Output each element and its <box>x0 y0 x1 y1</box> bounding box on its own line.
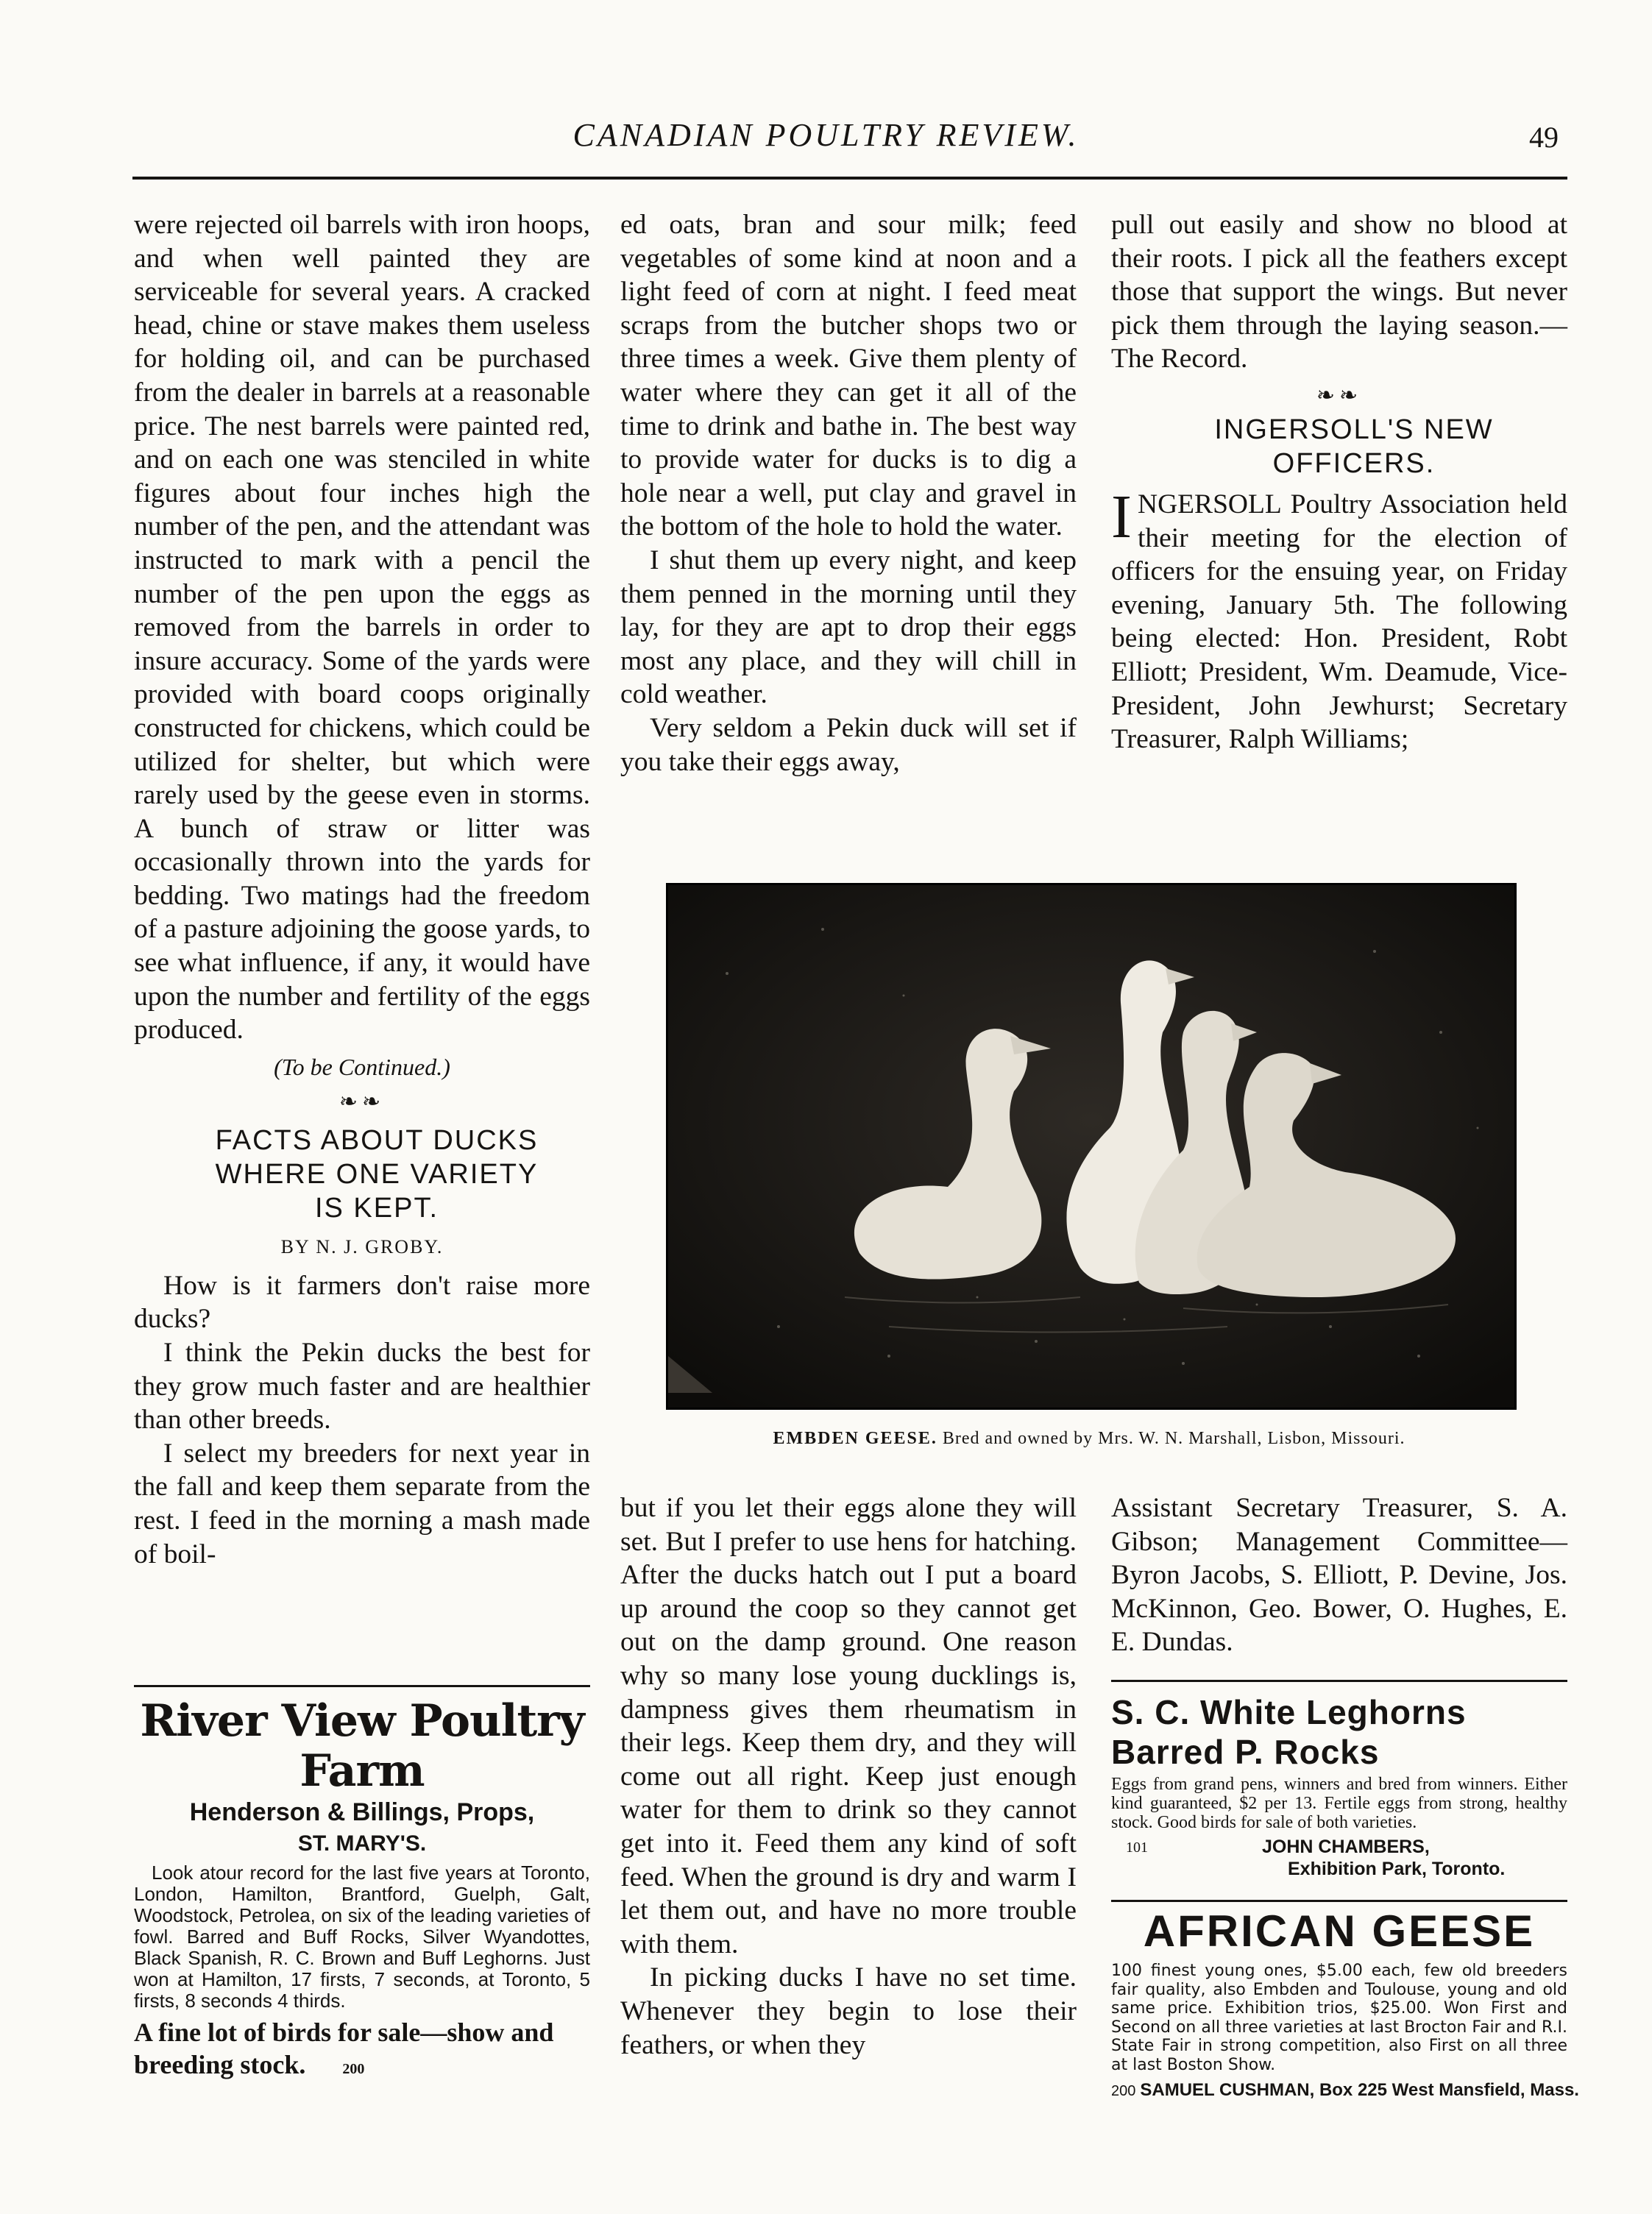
to-be-continued: (To be Continued.) <box>274 1053 450 1080</box>
column-1 <box>134 208 590 1571</box>
ad-sale-line: A fine lot of birds for sale—show and breeding stock. 200 <box>134 2018 554 2079</box>
ad-river-view-poultry-farm <box>134 1696 590 2085</box>
ad-code: 200 <box>1111 2083 1136 2099</box>
header-rule <box>132 177 1567 180</box>
paragraph: In picking ducks I have no set time. Whenever they begin to lose their feathers, or when they <box>620 1962 1077 2060</box>
article-heading: FACTS ABOUT DUCKS WHERE ONE VARIETY IS KEPT. <box>215 1124 539 1224</box>
ad-code: 200 <box>342 2061 365 2077</box>
ad-african-geese <box>1111 1906 1579 2101</box>
article-heading: INGERSOLL'S NEW OFFICERS. <box>1214 414 1494 479</box>
journal-title: CANADIAN POULTRY REVIEW. <box>572 117 1080 153</box>
ad-body: Look atour record for the last five years at Toronto, London, Hamilton, Brantford, Guelph, Galt, Woodstock, Petrolea, on six of the leading varieties of fowl. Barred and Buff Rocks, Silver Wyandottes, Black Spanish, R. C. Brown and Buff Leghorns. Just won at Hamilton, 17 firsts, 7 seconds, at Toronto, 5 firsts, 8 seconds 4 thirds. <box>134 1862 590 2012</box>
paragraph: Assistant Secretary Treasurer, S. A. Gibson; Management Committee—Byron Jacobs, S. Elliott, P. Devine, Jos. McKinnon, Geo. Bower, O. Hughes, E. E. Dundas. <box>1111 1493 1567 1658</box>
ad-body: 100 finest young ones, $5.00 each, few old breeders fair quality, also Embden and Toulouse, young and old same price. Exhibition trios, $25.00. Won First and Second on all three varieties at last Brocton Fair and R.I. State Fair in strong competition, also First on all three at last Boston Show. <box>1111 1962 1567 2074</box>
ad-seller: JOHN CHAMBERS, <box>1262 1837 1430 1857</box>
ad-signature <box>1111 1837 1567 1884</box>
ad-body: Eggs from grand pens, winners and bred from winners. Either kind guaranteed, $2 per 13. Fertile eggs from strong, healthy stock. Good birds for sale of both varieties. <box>1111 1775 1567 1832</box>
ad-separator <box>1111 1900 1567 1902</box>
paragraph: I select my breeders for next year in the fall and keep them separate from the rest. I feed in the morning a mash made of boil- <box>134 1438 590 1569</box>
ad-separator <box>134 1685 590 1687</box>
photo-caption <box>666 1429 1512 1449</box>
ad-title-line-1: S. C. White Leghorns <box>1111 1693 1467 1731</box>
ad-code: 101 <box>1126 1839 1148 1856</box>
column-2-bottom <box>620 1491 1077 2062</box>
paragraph: pull out easily and show no blood at their roots. I pick all the feathers except those that support the wings. But never pick them through the laying season.—The Record. <box>1111 210 1567 375</box>
page-number: 49 <box>1529 121 1559 154</box>
paragraph: were rejected oil barrels with iron hoops, and when well painted they are serviceable for several years. A cracked head, chine or stave makes them useless for holding oil, and can be purchased from the dealer in barrels at a reasonable price. The nest barrels were painted red, and on each one was stenciled in white figures about four inches high the number of the pen, and the attendant was instructed to mark with a pencil the number of the pen upon the eggs as removed from the barrels in order to insure accuracy. Some of the yards were provided with board coops originally constructed for chickens, which could be utilized for shelter, but which were rarely used by the geese even in storms. A bunch of straw or litter was occasionally thrown into the yards for bedding. Two matings had the freedom of a pasture adjoining the goose yards, to see what influence, if any, it would have upon the number and fertility of the eggs produced. <box>134 210 590 1046</box>
paragraph: but if you let their eggs alone they will set. But I prefer to use hens for hatching. After the ducks hatch out I put a board up around the coop so they cannot get out on the damp ground. One reason why so many lose young ducklings is, dampness gives them rheumatism in their legs. Keep them dry, and they will come out all right. Keep just enough water for them to drink so they cannot get into it. Feed them any kind of soft feed. When the ground is dry and warm I let them out, and have no more trouble with them. <box>620 1493 1077 1959</box>
column-3-top <box>1111 208 1567 756</box>
geese-illustration <box>668 885 1514 1408</box>
column-2-top <box>620 208 1077 778</box>
paragraph: I shut them up every night, and keep them penned in the morning until they lay, for they are apt to drop their eggs most any place, and they will chill in cold weather. <box>620 544 1077 710</box>
paragraph: I think the Pekin ducks the best for they grow much faster and are healthier than other breeds. <box>134 1338 590 1436</box>
drop-cap: I <box>1111 482 1132 551</box>
ad-leghorns <box>1111 1692 1567 1884</box>
ad-seller: SAMUEL CUSHMAN, Box 225 West Mansfield, Mass. <box>1140 2080 1579 2100</box>
ornament-icon: ❧❧ <box>1316 383 1363 408</box>
geese-photograph <box>666 883 1517 1410</box>
paragraph: How is it farmers don't raise more ducks? <box>134 1270 590 1335</box>
ad-town: ST. MARY'S. <box>297 1831 427 1856</box>
ad-title: River View Poultry Farm <box>140 1695 584 1797</box>
caption-text: Bred and owned by Mrs. W. N. Marshall, Lisbon, Missouri. <box>942 1429 1405 1448</box>
ad-signature <box>1111 2080 1579 2101</box>
ad-address: Exhibition Park, Toronto. <box>1288 1859 1506 1879</box>
paragraph: Very seldom a Pekin duck will set if you take their eggs away, <box>620 712 1077 777</box>
ad-title-line-2: Barred P. Rocks <box>1111 1733 1380 1771</box>
byline: BY N. J. GROBY. <box>280 1235 444 1257</box>
ornament-icon: ❧❧ <box>338 1089 386 1114</box>
column-3-bottom <box>1111 1491 1567 1659</box>
caption-title: EMBDEN GEESE. <box>773 1429 937 1448</box>
ad-separator <box>1111 1680 1567 1682</box>
ad-proprietors: Henderson & Billings, Props, <box>189 1798 535 1826</box>
paragraph: ed oats, bran and sour milk; feed vegetables of some kind at noon and a light feed of corn at night. I feed meat scraps from the butcher shops two or three times a week. Give them plenty of water where they can get it all of the time to drink and bathe in. The best way to provide water for ducks is to dig a hole near a well, put clay and gravel in the bottom of the hole to hold the water. <box>620 210 1077 542</box>
ad-title: AFRICAN GEESE <box>1143 1906 1536 1956</box>
paragraph: INGERSOLL Poultry Association held their meeting for the election of officers for the ensuing year, on Friday evening, January 5th. The following being elected: Hon. President, Robt Elliott; President, Wm. Deamude, Vice-President, John Jewhurst; Secretary Treasurer, Ralph Williams; <box>1111 482 1567 755</box>
